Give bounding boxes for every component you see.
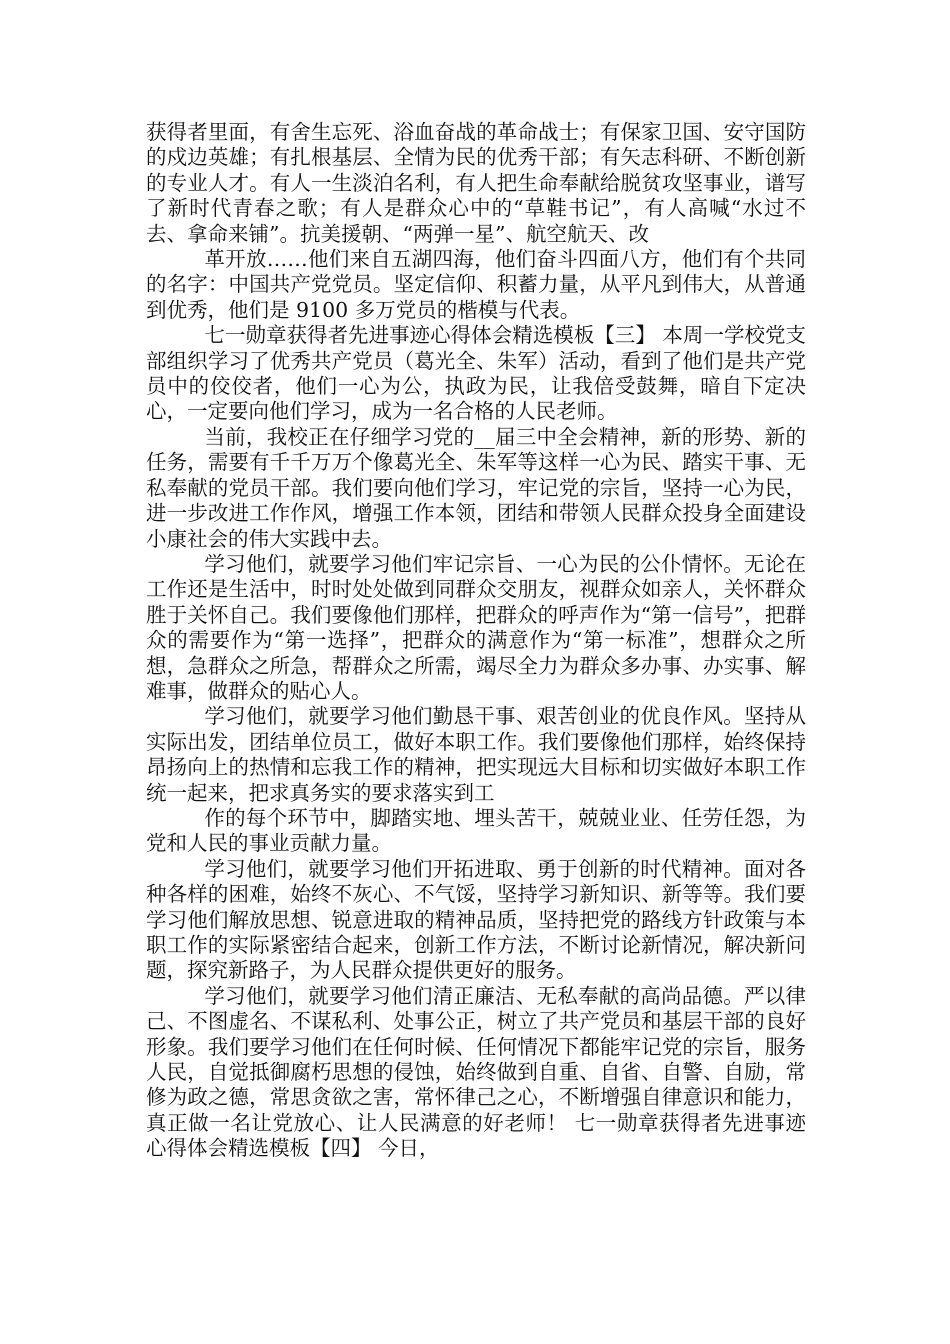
paragraph-5: 学习他们，就要学习他们牢记宗旨、一心为民的公仆情怀。无论在工作还是生活中，时时处处做到同群众交朋友，视群众如亲人，关怀群众胜于关怀自己。我们要像他们那样，把群众的呼声作为“第一信号”，把群众的需要作为“第一选择”，把群众的满意作为“第一标准”，想群众之所想，急群众之所急，帮群众之所需，竭尽全力为群众多办事、办实事、解难事，做群众的贴心人。: [146, 551, 806, 703]
paragraph-4: 当前，我校正在仔细学习党的__届三中全会精神，新的形势、新的任务，需要有千千万万个像葛光全、朱军等这样一心为民、踏实干事、无私奉献的党员干部。我们要向他们学习，牢记党的宗旨，坚持一心为民，进一步改进工作作风，增强工作本领，团结和带领人民群众投身全面建设小康社会的伟大实践中去。: [146, 424, 806, 551]
document-body: [146, 120, 806, 1162]
paragraph-9: 学习他们，就要学习他们清正廉洁、无私奉献的高尚品德。严以律己、不图虚名、不谋私利、处事公正，树立了共产党员和基层干部的良好形象。我们要学习他们在任何时候、任何情况下都能牢记党的宗旨，服务人民，自觉抵御腐朽思想的侵蚀，始终做到自重、自省、自警、自励，常修为政之德，常思贪欲之害，常怀律己之心，不断增强自律意识和能力，真正做一名让党放心、让人民满意的好老师！ 七一勋章获得者先进事迹心得体会精选模板【四】 今日，: [146, 983, 806, 1161]
paragraph-8: 学习他们，就要学习他们开拓进取、勇于创新的时代精神。面对各种各样的困难，始终不灰心、不气馁，坚持学习新知识、新等等。我们要学习他们解放思想、锐意进取的精神品质，坚持把党的路线方针政策与本职工作的实际紧密结合起来，创新工作方法，不断讨论新情况，解决新问题，探究新路子，为人民群众提供更好的服务。: [146, 856, 806, 983]
paragraph-2: 革开放……他们来自五湖四海，他们奋斗四面八方，他们有个共同的名字：中国共产党党员。坚定信仰、积蓄力量，从平凡到伟大，从普通到优秀，他们是 9100 多万党员的楷模与代表。: [146, 247, 806, 322]
paragraph-1: 获得者里面，有舍生忘死、浴血奋战的革命战士；有保家卫国、安守国防的戍边英雄；有扎根基层、全情为民的优秀干部；有矢志科研、不断创新的专业人才。有人一生淡泊名利，有人把生命奉献给脱贫攻坚事业，谱写了新时代青春之歌；有人是群众心中的“草鞋书记”，有人高喊“水过不去、拿命来铺”。抗美援朝、“两弹一星”、航空航天、改: [146, 120, 806, 246]
paragraph-6: 学习他们，就要学习他们勤恳干事、艰苦创业的优良作风。坚持从实际出发，团结单位员工，做好本职工作。我们要像他们那样，始终保持昂扬向上的热情和忘我工作的精神，把实现远大目标和切实做好本职工作统一起来，把求真务实的要求落实到工: [146, 704, 806, 805]
paragraph-3: 七一勋章获得者先进事迹心得体会精选模板【三】 本周一学校党支部组织学习了优秀共产党员（葛光全、朱军）活动，看到了他们是共产党员中的佼佼者，他们一心为公，执政为民，让我倍受鼓舞，暗自下定决心，一定要向他们学习，成为一名合格的人民老师。: [146, 323, 806, 424]
paragraph-7: 作的每个环节中，脚踏实地、埋头苦干，兢兢业业、任劳任怨，为党和人民的事业贡献力量。: [146, 805, 806, 856]
